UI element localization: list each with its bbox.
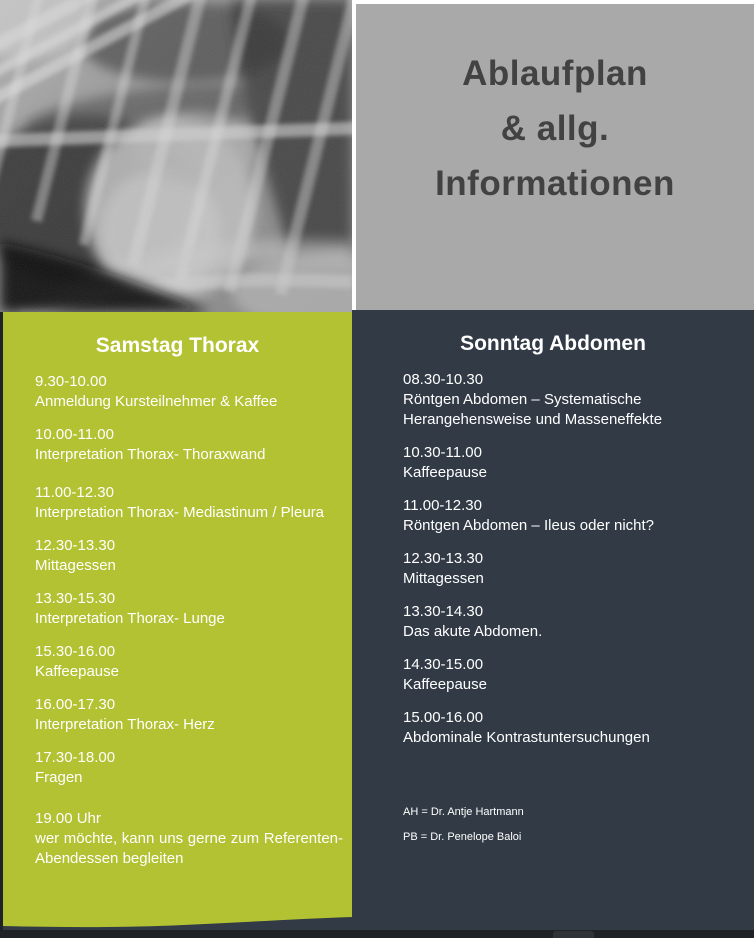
- page-title-line: & allg.: [500, 109, 610, 148]
- saturday-items: [3, 372, 352, 869]
- schedule-time: 12.30-13.30: [403, 550, 484, 567]
- schedule-title: Kaffeepause: [403, 676, 487, 693]
- presenter-note: PB = Dr. Penelope Baloi: [403, 831, 522, 843]
- schedule-title: Mittagessen: [403, 570, 484, 587]
- schedule-time: 10.30-11.00: [403, 444, 482, 461]
- schedule-time: 08.30-10.30: [403, 371, 484, 388]
- schedule-item: [3, 809, 352, 869]
- schedule-time: 13.30-15.30: [35, 590, 116, 607]
- schedule-time: 15.30-16.00: [35, 643, 116, 660]
- scrollbar-track[interactable]: [0, 930, 754, 938]
- schedule-title: Kaffeepause: [35, 663, 119, 680]
- xray-illustration: [0, 0, 352, 312]
- schedule-item: [3, 483, 352, 523]
- schedule-title: Röntgen Abdomen – Systematische Herangehensweise und Masseneffekte: [403, 391, 663, 428]
- saturday-panel: [3, 312, 352, 930]
- schedule-title: Interpretation Thorax- Mediastinum / Pleura: [35, 504, 325, 521]
- schedule-title: Das akute Abdomen.: [403, 623, 543, 640]
- schedule-item: [352, 370, 754, 430]
- schedule-time: 10.00-11.00: [35, 426, 114, 443]
- schedule-item: [352, 549, 754, 589]
- schedule-time: 11.00-12.30: [35, 484, 114, 501]
- schedule-title: Fragen: [35, 769, 83, 786]
- green-panel-wave: [3, 900, 352, 930]
- page-title-line: Informationen: [435, 164, 675, 203]
- schedule-item: [3, 372, 352, 412]
- title-box: [356, 4, 754, 312]
- schedule-time: 14.30-15.00: [403, 656, 484, 673]
- schedule-time: 19.00 Uhr: [35, 810, 101, 827]
- schedule-title: Anmeldung Kursteilnehmer & Kaffee: [35, 393, 278, 410]
- schedule-item: [3, 642, 352, 682]
- schedule-title: Interpretation Thorax- Lunge: [35, 610, 225, 627]
- schedule-time: 17.30-18.00: [35, 749, 116, 766]
- sunday-panel: [352, 310, 754, 930]
- schedule-title: Röntgen Abdomen – Ileus oder nicht?: [403, 517, 655, 534]
- schedule-time: 11.00-12.30: [403, 497, 482, 514]
- scrollbar-thumb[interactable]: [553, 931, 594, 938]
- schedule-item: [3, 425, 352, 465]
- title-block: [352, 0, 754, 312]
- schedule-item: [3, 695, 352, 735]
- schedule-title: wer möchte, kann uns gerne zum Referenten-Abendessen begleiten: [35, 830, 343, 867]
- schedule-item: [3, 748, 352, 788]
- schedule-item: [352, 655, 754, 695]
- schedule-item: [352, 496, 754, 536]
- presenter-note: AH = Dr. Antje Hartmann: [403, 806, 524, 818]
- schedule-time: 12.30-13.30: [35, 537, 116, 554]
- schedule-item: [352, 708, 754, 748]
- schedule-item: [3, 536, 352, 576]
- sunday-header: Sonntag Abdomen: [460, 332, 646, 355]
- schedule-time: 15.00-16.00: [403, 709, 484, 726]
- schedule-title: Kaffeepause: [403, 464, 487, 481]
- schedule-time: 16.00-17.30: [35, 696, 116, 713]
- schedule-time: 13.30-14.30: [403, 603, 484, 620]
- schedule-item: [352, 602, 754, 642]
- schedule-item: [352, 443, 754, 483]
- presenter-notes: [352, 806, 754, 843]
- saturday-header: Samstag Thorax: [95, 334, 260, 357]
- schedule-item: [3, 589, 352, 629]
- schedule-time: 9.30-10.00: [35, 373, 107, 390]
- schedule-title: Abdominale Kontrastuntersuchungen: [403, 729, 650, 746]
- thorax-xray-image: [0, 0, 352, 312]
- sunday-items: [352, 370, 754, 748]
- schedule-title: Interpretation Thorax- Thoraxwand: [35, 446, 266, 463]
- schedule-title: Mittagessen: [35, 557, 116, 574]
- page-title-line: Ablaufplan: [462, 54, 648, 93]
- schedule-title: Interpretation Thorax- Herz: [35, 716, 215, 733]
